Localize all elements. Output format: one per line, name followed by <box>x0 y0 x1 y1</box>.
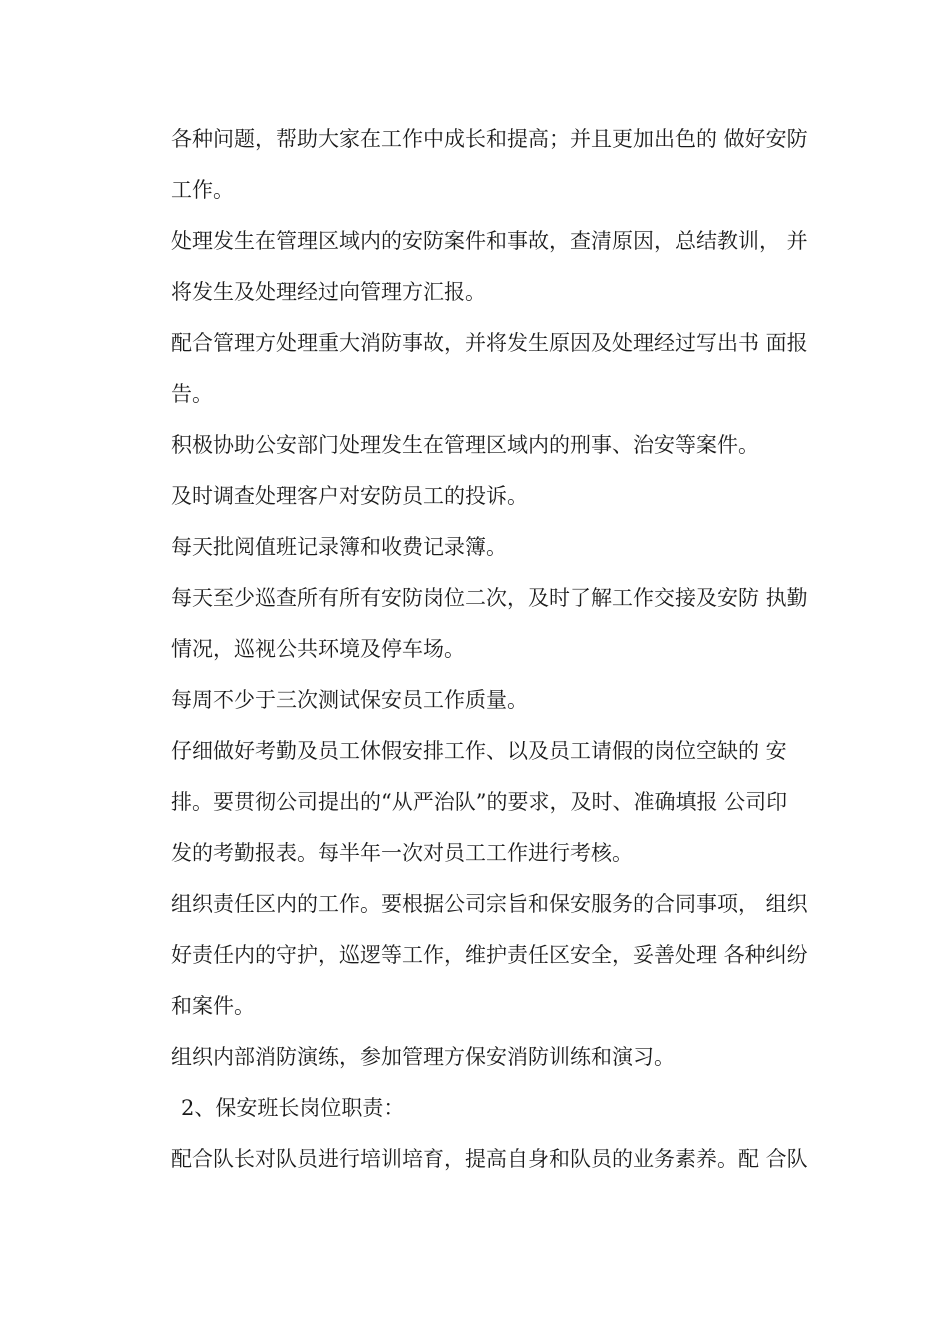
text-line: 仔细做好考勤及员工休假安排工作、以及员工请假的岗位空缺的 安 <box>171 739 787 763</box>
text-line: 组织责任区内的工作。要根据公司宗旨和保安服务的合同事项， 组织 <box>171 892 808 916</box>
text-line: 组织内部消防演练，参加管理方保安消防训练和演习。 <box>171 1045 675 1069</box>
text-line: 配合队长对队员进行培训培育，提高自身和队员的业务素养。配 合队 <box>171 1147 808 1171</box>
text-line: 及时调查处理客户对安防员工的投诉。 <box>171 484 528 508</box>
text-line: 将发生及处理经过向管理方汇报。 <box>171 280 486 304</box>
text-line: 处理发生在管理区域内的安防案件和事故，查清原因，总结教训， 并 <box>171 229 808 253</box>
text-line: 告。 <box>171 382 213 406</box>
text-line: 发的考勤报表。每半年一次对员工工作进行考核。 <box>171 841 633 865</box>
text-line: 配合管理方处理重大消防事故，并将发生原因及处理经过写出书 面报 <box>171 331 808 355</box>
text-line: 各种问题，帮助大家在工作中成长和提高；并且更加出色的 做好安防 <box>171 127 808 151</box>
text-line: 排。要贯彻公司提出的“从严治队”的要求，及时、准确填报 公司印 <box>171 790 788 814</box>
text-line: 工作。 <box>171 178 234 202</box>
section-heading: 2、保安班长岗位职责： <box>181 1096 405 1120</box>
text-line: 积极协助公安部门处理发生在管理区域内的刑事、治安等案件。 <box>171 433 759 457</box>
text-line: 情况，巡视公共环境及停车场。 <box>171 637 465 661</box>
text-line: 好责任内的守护，巡逻等工作，维护责任区安全，妥善处理 各种纠纷 <box>171 943 808 967</box>
text-line: 每天至少巡查所有所有安防岗位二次，及时了解工作交接及安防 执勤 <box>171 586 808 610</box>
text-line: 每周不少于三次测试保安员工作质量。 <box>171 688 528 712</box>
text-line: 和案件。 <box>171 994 255 1018</box>
text-line: 每天批阅值班记录簿和收费记录簿。 <box>171 535 507 559</box>
